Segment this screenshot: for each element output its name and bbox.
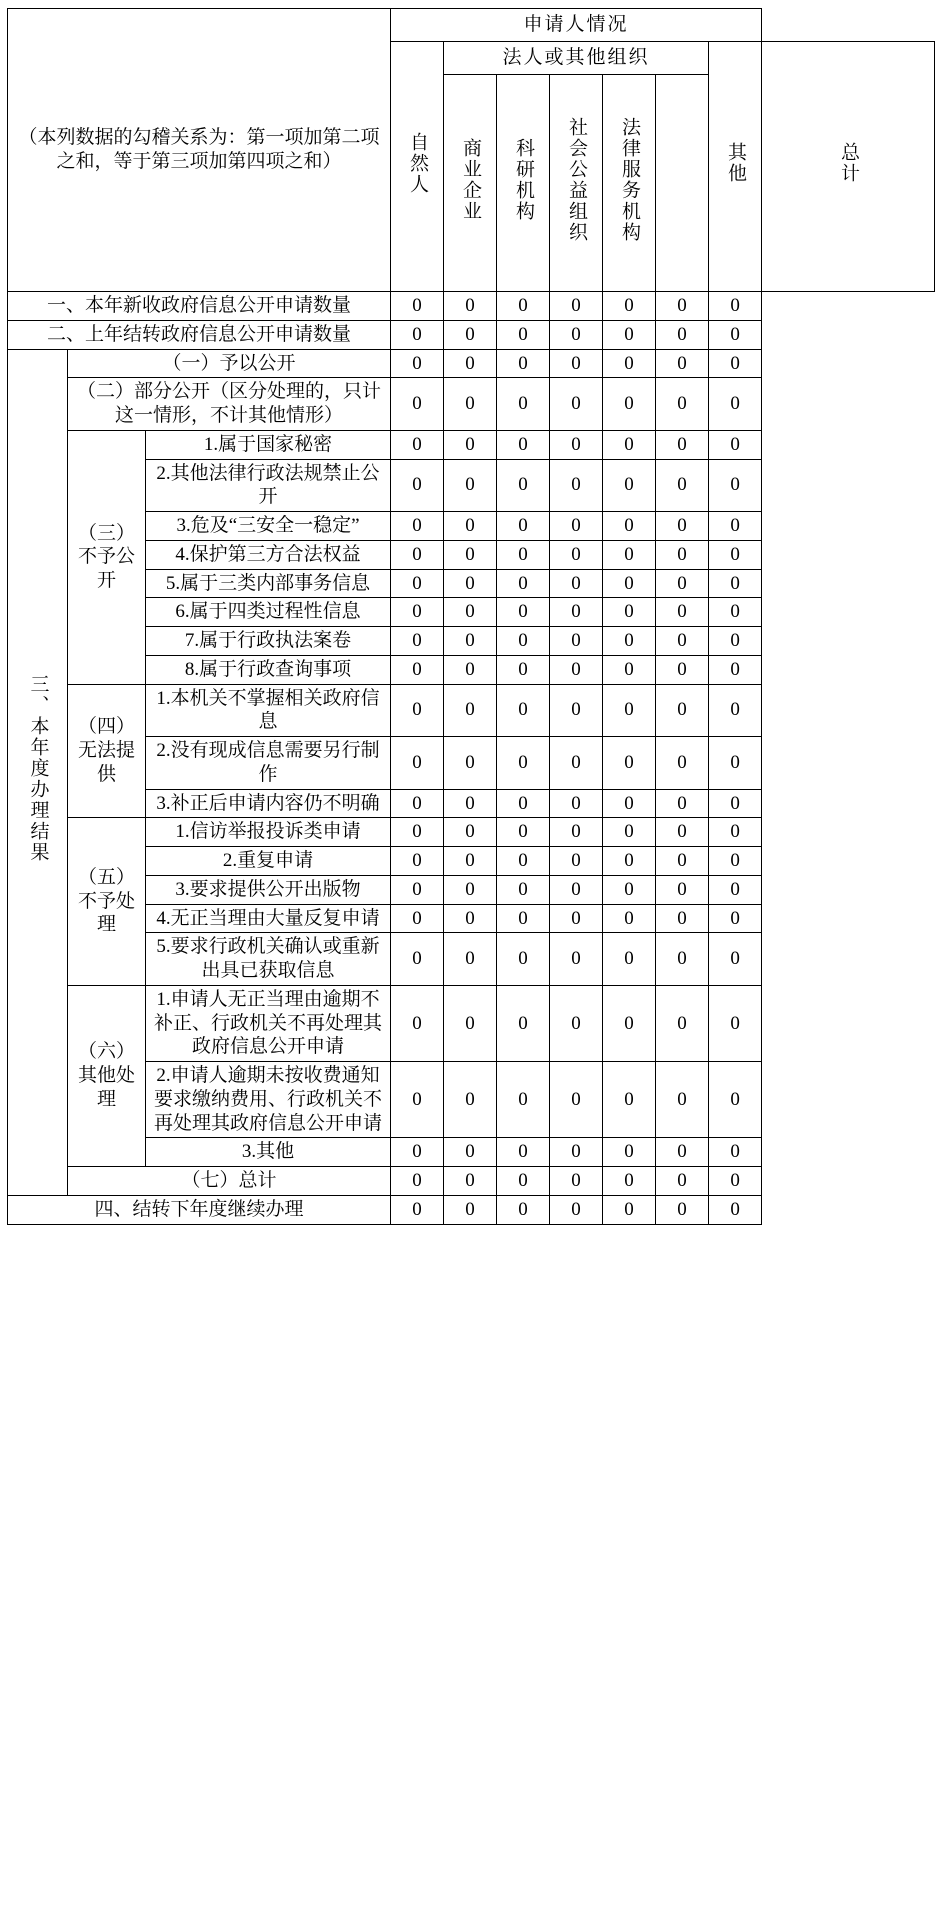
table-row <box>8 904 935 933</box>
cell-value: 0 <box>497 684 550 737</box>
row-label-subtotal: （七）总计 <box>68 1167 391 1196</box>
row-label-endanger-security: 3.危及“三安全一稳定” <box>146 512 391 541</box>
cell-value: 0 <box>656 540 709 569</box>
cell-value: 0 <box>656 459 709 512</box>
table-row <box>8 933 935 986</box>
cell-value: 0 <box>391 430 444 459</box>
cell-value: 0 <box>709 1062 762 1138</box>
cell-value: 0 <box>497 1167 550 1196</box>
table-row <box>8 818 935 847</box>
cell-value: 0 <box>497 904 550 933</box>
table-row <box>8 378 935 431</box>
cell-value: 0 <box>709 933 762 986</box>
cell-value: 0 <box>391 655 444 684</box>
cell-value: 0 <box>444 818 497 847</box>
cell-value: 0 <box>444 512 497 541</box>
header-col-total: 总计 <box>762 42 935 292</box>
cell-value: 0 <box>656 933 709 986</box>
cell-value: 0 <box>497 459 550 512</box>
row-label-third-party-rights: 4.保护第三方合法权益 <box>146 540 391 569</box>
cell-value: 0 <box>497 320 550 349</box>
cell-value: 0 <box>656 378 709 431</box>
row-label-confirm-reissue: 5.要求行政机关确认或重新出具已获取信息 <box>146 933 391 986</box>
table-row <box>8 569 935 598</box>
header-col-social-welfare-org: 社会公益组织 <box>550 75 603 292</box>
cell-value: 0 <box>656 985 709 1061</box>
cell-value: 0 <box>603 320 656 349</box>
cell-value: 0 <box>709 1138 762 1167</box>
cell-value: 0 <box>709 1167 762 1196</box>
cell-value: 0 <box>656 430 709 459</box>
cell-value: 0 <box>656 569 709 598</box>
cell-value: 0 <box>444 789 497 818</box>
cell-value: 0 <box>603 684 656 737</box>
section-label-annual-results: 三、本年度办理结果 <box>8 349 68 1195</box>
cell-value: 0 <box>656 627 709 656</box>
row-label-repeated-unreasonable: 4.无正当理由大量反复申请 <box>146 904 391 933</box>
cell-value: 0 <box>550 430 603 459</box>
cell-value: 0 <box>709 818 762 847</box>
cell-value: 0 <box>709 598 762 627</box>
cell-value: 0 <box>497 627 550 656</box>
cell-value: 0 <box>391 627 444 656</box>
cell-value: 0 <box>603 627 656 656</box>
cell-value: 0 <box>709 847 762 876</box>
cell-value: 0 <box>497 875 550 904</box>
cell-value: 0 <box>603 875 656 904</box>
cell-value: 0 <box>709 904 762 933</box>
cell-value: 0 <box>497 349 550 378</box>
cell-value: 0 <box>603 569 656 598</box>
cell-value: 0 <box>497 818 550 847</box>
cell-value: 0 <box>391 818 444 847</box>
cell-value: 0 <box>656 292 709 321</box>
cell-value: 0 <box>550 933 603 986</box>
cell-value: 0 <box>603 430 656 459</box>
table-row <box>8 655 935 684</box>
header-row-applicant-group <box>8 9 935 42</box>
cell-value: 0 <box>391 459 444 512</box>
cell-value: 0 <box>709 627 762 656</box>
cell-value: 0 <box>603 292 656 321</box>
table-row <box>8 737 935 790</box>
row-label-overdue-no-payment: 2.申请人逾期未按收费通知要求缴纳费用、行政机关不再处理其政府信息公开申请 <box>146 1062 391 1138</box>
government-information-disclosure-table <box>7 8 935 1225</box>
cell-value: 0 <box>709 512 762 541</box>
table-row <box>8 789 935 818</box>
cell-value: 0 <box>497 847 550 876</box>
cell-value: 0 <box>709 684 762 737</box>
cell-value: 0 <box>603 512 656 541</box>
cell-value: 0 <box>444 430 497 459</box>
row-label-published-material: 3.要求提供公开出版物 <box>146 875 391 904</box>
cell-value: 0 <box>391 320 444 349</box>
cell-value: 0 <box>391 904 444 933</box>
cell-value: 0 <box>391 684 444 737</box>
cell-value: 0 <box>497 378 550 431</box>
table-row <box>8 598 935 627</box>
row-label-other: 3.其他 <box>146 1138 391 1167</box>
cell-value: 0 <box>497 1195 550 1224</box>
cell-value: 0 <box>656 598 709 627</box>
row-label-process-info: 6.属于四类过程性信息 <box>146 598 391 627</box>
table-row <box>8 540 935 569</box>
cell-value: 0 <box>550 847 603 876</box>
cell-value: 0 <box>550 378 603 431</box>
cell-value: 0 <box>391 737 444 790</box>
cell-value: 0 <box>603 349 656 378</box>
cell-value: 0 <box>550 459 603 512</box>
cell-value: 0 <box>497 1062 550 1138</box>
cell-value: 0 <box>550 875 603 904</box>
table-row <box>8 875 935 904</box>
cell-value: 0 <box>656 789 709 818</box>
cell-value: 0 <box>497 737 550 790</box>
cell-value: 0 <box>550 292 603 321</box>
cell-value: 0 <box>656 818 709 847</box>
group-label-not-disclosed: （三）不予公开 <box>68 430 146 684</box>
table-row <box>8 512 935 541</box>
cell-value: 0 <box>497 1138 550 1167</box>
cell-value: 0 <box>444 1167 497 1196</box>
cell-value: 0 <box>550 349 603 378</box>
cell-value: 0 <box>444 904 497 933</box>
cell-value: 0 <box>550 985 603 1061</box>
cell-value: 0 <box>656 904 709 933</box>
header-col-other: 其他 <box>709 42 762 292</box>
cell-value: 0 <box>709 430 762 459</box>
cell-value: 0 <box>656 847 709 876</box>
cell-value: 0 <box>391 985 444 1061</box>
cell-value: 0 <box>550 684 603 737</box>
cell-value: 0 <box>709 875 762 904</box>
cell-value: 0 <box>603 378 656 431</box>
row-label-carry-forward-next-year: 四、结转下年度继续办理 <box>8 1195 391 1224</box>
cell-value: 0 <box>391 512 444 541</box>
cell-value: 0 <box>391 933 444 986</box>
cell-value: 0 <box>603 985 656 1061</box>
cell-value: 0 <box>709 655 762 684</box>
cell-value: 0 <box>391 598 444 627</box>
cell-value: 0 <box>603 818 656 847</box>
row-label-state-secret: 1.属于国家秘密 <box>146 430 391 459</box>
cell-value: 0 <box>444 1138 497 1167</box>
cell-value: 0 <box>603 1138 656 1167</box>
cell-value: 0 <box>656 684 709 737</box>
row-label-new-received: 一、本年新收政府信息公开申请数量 <box>8 292 391 321</box>
cell-value: 0 <box>550 1062 603 1138</box>
cell-value: 0 <box>444 598 497 627</box>
cell-value: 0 <box>444 737 497 790</box>
cell-value: 0 <box>603 598 656 627</box>
row-label-duplicate-request: 2.重复申请 <box>146 847 391 876</box>
cell-value: 0 <box>550 818 603 847</box>
cell-value: 0 <box>444 569 497 598</box>
cell-value: 0 <box>497 598 550 627</box>
cell-value: 0 <box>391 292 444 321</box>
table-row <box>8 847 935 876</box>
group-label-not-processed: （五）不予处理 <box>68 818 146 986</box>
cell-value: 0 <box>656 1062 709 1138</box>
cell-value: 0 <box>709 320 762 349</box>
cell-value: 0 <box>656 1167 709 1196</box>
cell-value: 0 <box>444 1195 497 1224</box>
cell-value: 0 <box>550 1195 603 1224</box>
row-label-needs-creation: 2.没有现成信息需要另行制作 <box>146 737 391 790</box>
cell-value: 0 <box>603 1062 656 1138</box>
cell-value: 0 <box>603 459 656 512</box>
cell-value: 0 <box>444 684 497 737</box>
cell-value: 0 <box>709 459 762 512</box>
row-label-internal-affairs: 5.属于三类内部事务信息 <box>146 569 391 598</box>
cell-value: 0 <box>603 933 656 986</box>
cell-value: 0 <box>709 540 762 569</box>
cell-value: 0 <box>550 1167 603 1196</box>
cell-value: 0 <box>391 875 444 904</box>
cell-value: 0 <box>391 1138 444 1167</box>
cell-value: 0 <box>391 1195 444 1224</box>
cell-value: 0 <box>391 569 444 598</box>
cell-value: 0 <box>391 540 444 569</box>
cell-value: 0 <box>550 598 603 627</box>
header-col-business-enterprise: 商业企业 <box>444 75 497 292</box>
cell-value: 0 <box>444 540 497 569</box>
cell-value: 0 <box>656 320 709 349</box>
header-col-natural-person: 自然人 <box>391 42 444 292</box>
cell-value: 0 <box>550 320 603 349</box>
cell-value: 0 <box>444 1062 497 1138</box>
cell-value: 0 <box>550 904 603 933</box>
cell-value: 0 <box>603 1167 656 1196</box>
cell-value: 0 <box>603 540 656 569</box>
cell-value: 0 <box>444 459 497 512</box>
cell-value: 0 <box>391 1167 444 1196</box>
cell-value: 0 <box>444 655 497 684</box>
cell-value: 0 <box>709 985 762 1061</box>
cell-value: 0 <box>709 1195 762 1224</box>
row-label-law-prohibited: 2.其他法律行政法规禁止公开 <box>146 459 391 512</box>
cell-value: 0 <box>391 1062 444 1138</box>
table-row <box>8 985 935 1061</box>
cell-value: 0 <box>656 737 709 790</box>
table-row <box>8 320 935 349</box>
table-row <box>8 627 935 656</box>
header-col-legal-service-org: 法律服务机构 <box>603 75 656 292</box>
cell-value: 0 <box>603 904 656 933</box>
row-label-enforcement-file: 7.属于行政执法案卷 <box>146 627 391 656</box>
cell-value: 0 <box>656 1195 709 1224</box>
table-row <box>8 292 935 321</box>
cell-value: 0 <box>391 349 444 378</box>
table-row <box>8 1062 935 1138</box>
cell-value: 0 <box>444 378 497 431</box>
header-applicant-situation: 申请人情况 <box>391 9 762 42</box>
row-label-not-possessed: 1.本机关不掌握相关政府信息 <box>146 684 391 737</box>
cell-value: 0 <box>444 627 497 656</box>
cell-value: 0 <box>656 655 709 684</box>
cell-value: 0 <box>550 569 603 598</box>
cell-value: 0 <box>391 847 444 876</box>
header-legal-or-other-org: 法人或其他组织 <box>444 42 709 75</box>
table-row <box>8 349 935 378</box>
cell-value: 0 <box>550 512 603 541</box>
cell-value: 0 <box>656 512 709 541</box>
row-label-carried-over: 二、上年结转政府信息公开申请数量 <box>8 320 391 349</box>
cell-value: 0 <box>656 349 709 378</box>
cell-value: 0 <box>497 985 550 1061</box>
cell-value: 0 <box>444 985 497 1061</box>
cell-value: 0 <box>550 627 603 656</box>
cell-value: 0 <box>709 378 762 431</box>
cell-value: 0 <box>656 875 709 904</box>
table-row <box>8 1195 935 1224</box>
row-label-partial-disclose: （二）部分公开（区分处理的，只计这一情形，不计其他情形） <box>68 378 391 431</box>
row-label-disclose: （一）予以公开 <box>68 349 391 378</box>
row-label-petition-complaint: 1.信访举报投诉类申请 <box>146 818 391 847</box>
cell-value: 0 <box>497 540 550 569</box>
cell-value: 0 <box>391 378 444 431</box>
group-label-other-handling: （六）其他处理 <box>68 985 146 1166</box>
cell-value: 0 <box>709 349 762 378</box>
cell-value: 0 <box>497 933 550 986</box>
note-cell: （本列数据的勾稽关系为：第一项加第二项之和，等于第三项加第四项之和） <box>8 9 391 292</box>
cell-value: 0 <box>603 655 656 684</box>
cell-value: 0 <box>497 430 550 459</box>
group-label-unable-to-provide: （四）无法提供 <box>68 684 146 818</box>
cell-value: 0 <box>603 1195 656 1224</box>
cell-value: 0 <box>709 292 762 321</box>
cell-value: 0 <box>709 569 762 598</box>
cell-value: 0 <box>444 292 497 321</box>
cell-value: 0 <box>550 1138 603 1167</box>
cell-value: 0 <box>656 1138 709 1167</box>
cell-value: 0 <box>603 789 656 818</box>
table-row <box>8 430 935 459</box>
cell-value: 0 <box>497 292 550 321</box>
cell-value: 0 <box>497 789 550 818</box>
cell-value: 0 <box>709 789 762 818</box>
cell-value: 0 <box>444 933 497 986</box>
table-row <box>8 1138 935 1167</box>
cell-value: 0 <box>391 789 444 818</box>
table-row <box>8 1167 935 1196</box>
row-label-overdue-no-correction: 1.申请人无正当理由逾期不补正、行政机关不再处理其政府信息公开申请 <box>146 985 391 1061</box>
header-col-research-institute: 科研机构 <box>497 75 550 292</box>
cell-value: 0 <box>709 737 762 790</box>
cell-value: 0 <box>603 737 656 790</box>
table-row <box>8 459 935 512</box>
row-label-still-unclear: 3.补正后申请内容仍不明确 <box>146 789 391 818</box>
cell-value: 0 <box>444 847 497 876</box>
cell-value: 0 <box>550 655 603 684</box>
cell-value: 0 <box>444 875 497 904</box>
cell-value: 0 <box>603 847 656 876</box>
cell-value: 0 <box>550 789 603 818</box>
cell-value: 0 <box>497 655 550 684</box>
cell-value: 0 <box>444 320 497 349</box>
cell-value: 0 <box>497 569 550 598</box>
cell-value: 0 <box>497 512 550 541</box>
cell-value: 0 <box>550 737 603 790</box>
table-row <box>8 684 935 737</box>
cell-value: 0 <box>550 540 603 569</box>
row-label-administrative-query: 8.属于行政查询事项 <box>146 655 391 684</box>
cell-value: 0 <box>444 349 497 378</box>
